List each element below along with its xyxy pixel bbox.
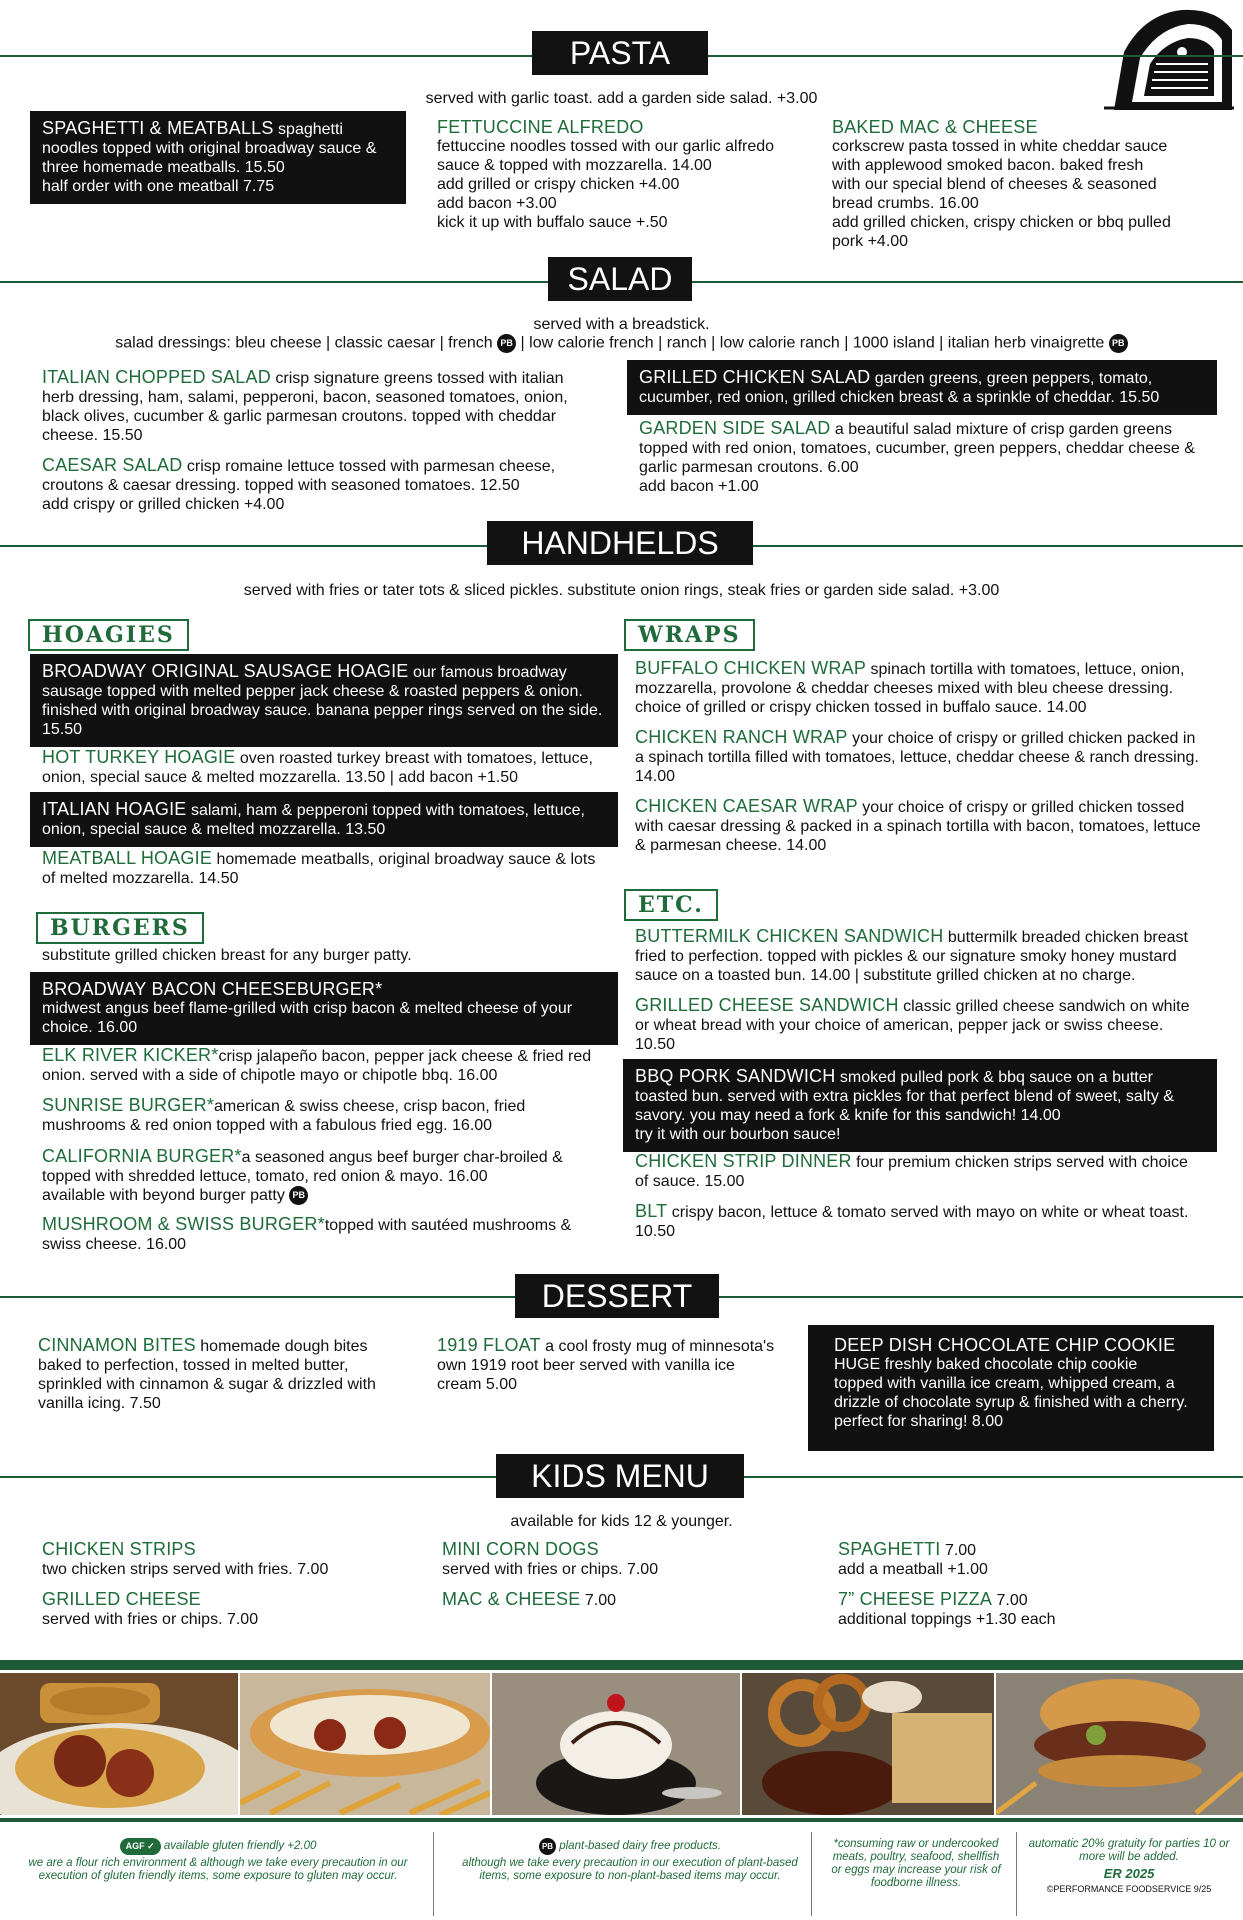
menu-item: CAESAR SALAD crisp romaine lettuce tossed with parmesan cheese, croutons & caesar dressing. topped with seasoned tomatoes. 12.50 add crispy or grilled chicken +4.00 [42,455,556,513]
plant-based-icon: PB [289,1186,308,1205]
menu-item: BAKED MAC & CHEESE corkscrew pasta tossed in white cheddar sauce with applewood smoked bacon. baked fresh with our special blend of cheeses & seasoned bread crumbs. 16.00 add grilled chicken, crispy chicken or bbq pulled pork +4.00 [832,117,1171,250]
menu-item: BROADWAY BACON CHEESEBURGER* midwest angus beef flame-grilled with crisp bacon & melted cheese of your choice. 16.00 [32,974,616,1043]
subsection-title-burgers: BURGERS [36,912,204,944]
plant-based-icon: PB [497,334,516,353]
salad-tagline: served with a breadstick. [533,316,710,333]
meatball-hoagie-photo [240,1673,490,1815]
footer-gluten-note: AGF ✓ available gluten friendly +2.00 we are a flour rich environment & although we take every precaution in our execution of gluten friendly items, some exposure to gluten may occur. [28,1840,408,1882]
menu-item: MINI CORN DOGS served with fries or chips. 7.00 [442,1539,659,1578]
menu-item: MUSHROOM & SWISS BURGER*topped with sautéed mushrooms & swiss cheese. 16.00 [42,1214,572,1253]
kids-tagline: available for kids 12 & younger. [510,1513,733,1530]
menu-item: 7” CHEESE PIZZA 7.00 additional toppings +1.30 each [838,1589,1056,1628]
green-band [0,1818,1243,1822]
menu-item: MEATBALL HOAGIE homemade meatballs, original broadway sauce & lots of melted mozzarella. 14.50 [42,848,596,887]
menu-item: FETTUCCINE ALFREDO fettuccine noodles tossed with our garlic alfredo sauce & topped with mozzarella. 14.00 add grilled or crispy chicken +4.00 add bacon +3.00 kick it up with buffalo sauce +.50 [437,117,775,231]
plant-based-icon: PB [539,1838,556,1855]
menu-item: BLT crispy bacon, lettuce & tomato served with mayo on white or wheat toast. 10.50 [635,1201,1189,1240]
pasta-tagline: served with garlic toast. add a garden side salad. +3.00 [425,90,818,107]
menu-item: DEEP DISH CHOCOLATE CHIP COOKIE HUGE freshly baked chocolate chip cookie topped with vanilla ice cream, whipped cream, a drizzle of chocolate syrup & finished with a cherry. perfect for sharing! 8.00 [810,1327,1212,1449]
section-title-salad: SALAD [550,259,690,299]
menu-item: GRILLED CHEESE served with fries or chips. 7.00 [42,1589,259,1628]
menu-item: GRILLED CHICKEN SALAD garden greens, green peppers, tomato, cucumber, red onion, grilled chicken breast & a sprinkle of cheddar. 15.50 [629,362,1215,413]
menu-item: SPAGHETTI 7.00 add a meatball +1.00 [838,1539,988,1578]
footer [0,1828,1243,1920]
menu-item: HOT TURKEY HOAGIE oven roasted turkey breast with tomatoes, lettuce, onion, special sauce & melted mozzarella. 13.50 | add bacon +1.50 [42,747,593,786]
footer-plant-based-note: PB plant-based dairy free products. although we take every precaution in our execution of plant-based items, some exposure to non-plant-based items may occur. [462,1840,798,1882]
spaghetti-and-meatballs-photo [0,1673,238,1815]
menu-item: MAC & CHEESE 7.00 [442,1589,617,1609]
salad-dressings: salad dressings: bleu cheese | classic caesar | french PB | low calorie french | ranch | low calorie ranch | 1000 island | italian herb vinaigrette PB [0,334,1243,353]
ice-cream-dessert-photo [492,1673,740,1815]
burgers-note: substitute grilled chicken breast for any burger patty. [42,947,412,964]
onion-rings-and-wings-photo [742,1673,994,1815]
handhelds-tagline: served with fries or tater tots & sliced pickles. substitute onion rings, steak fries or garden side salad. +3.00 [243,582,1000,599]
menu-item: ITALIAN CHOPPED SALAD crisp signature greens tossed with italian herb dressing, ham, salami, pepperoni, bacon, seasoned tomatoes, onion, black olives, cucumber & garlic parmesan croutons. topped with cheddar cheese. 15.50 [42,367,568,444]
divider [1016,1832,1017,1916]
menu-item: GARDEN SIDE SALAD a beautiful salad mixture of crisp garden greens topped with red onion, tomatoes, cucumber, green peppers, cheddar cheese & garlic parmesan croutons. 6.00 add bacon +1.00 [639,418,1195,495]
plant-based-icon: PB [1109,334,1128,353]
menu-item: SUNRISE BURGER*american & swiss cheese, crisp bacon, fried mushrooms & red onion topped with a fabulous fried egg. 16.00 [42,1095,526,1134]
divider [433,1832,434,1916]
menu-item: ELK RIVER KICKER*crisp jalapeño bacon, pepper jack cheese & fried red onion. served with a side of chipotle mayo or chipotle bbq. 16.00 [42,1045,592,1084]
divider [811,1832,812,1916]
menu-item: CHICKEN RANCH WRAP your choice of crispy or grilled chicken packed in a spinach tortilla filled with tomatoes, lettuce, cheddar cheese & ranch dressing. 14.00 [635,727,1199,785]
footer-gratuity: automatic 20% gratuity for parties 10 or more will be added. ER 2025 ©PERFORMANCE FOODSERVICE 9/25 [1028,1838,1230,1894]
section-title-dessert: DESSERT [517,1276,717,1316]
menu-item: SPAGHETTI & MEATBALLS spaghetti noodles topped with original broadway sauce & three homemade meatballs. 15.50 half order with one meatball 7.75 [32,113,404,202]
menu-item: CHICKEN STRIP DINNER four premium chicken strips served with choice of sauce. 15.00 [635,1151,1188,1190]
menu-item: CINNAMON BITES homemade dough bites baked to perfection, tossed in melted butter, sprinkled with cinnamon & sugar & drizzled with vanilla icing. 7.50 [38,1335,376,1412]
menu-item: CALIFORNIA BURGER*a seasoned angus beef burger char-broiled & topped with shredded lettuce, tomato, red onion & mayo. 16.00 available with beyond burger patty PB [42,1146,563,1204]
menu-item: 1919 FLOAT a cool frosty mug of minnesota's own 1919 root beer served with vanilla ice cream 5.00 [437,1335,775,1393]
green-band [0,1660,1243,1670]
subsection-title-etc: ETC. [624,889,718,921]
subsection-title-wraps: WRAPS [624,619,755,651]
gluten-friendly-icon: AGF ✓ [120,1838,161,1855]
menu-item: BBQ PORK SANDWICH smoked pulled pork & bbq sauce on a butter toasted bun. served with extra pickles for that perfect blend of sweet, salty & savory. you may need a fork & knife for this sandwich! 14.00 try it with our bourbon sauce! [625,1061,1215,1150]
menu-item: BUTTERMILK CHICKEN SANDWICH buttermilk breaded chicken breast fried to perfection. topped with pickles & our signature smoky honey mustard sauce on a toasted bun. 14.00 | substitute grilled chicken at no charge. [635,926,1188,984]
menu-item: CHICKEN STRIPS two chicken strips served with fries. 7.00 [42,1539,329,1578]
menu-item: ITALIAN HOAGIE salami, ham & pepperoni topped with tomatoes, lettuce, onion, special sauce & melted mozzarella. 13.50 [32,794,616,845]
footer-raw-food-warning: *consuming raw or undercooked meats, poultry, seafood, shellfish or eggs may increase your risk of foodborne illness. [831,1838,1001,1889]
section-title-pasta: PASTA [534,33,706,73]
menu-item: CHICKEN CAESAR WRAP your choice of crispy or grilled chicken tossed with caesar dressing & packed in a spinach tortilla with bacon, tomatoes, lettuce & parmesan cheese. 14.00 [635,796,1201,854]
subsection-title-hoagies: HOAGIES [28,619,189,651]
section-title-handhelds: HANDHELDS [489,523,751,563]
menu-item: BROADWAY ORIGINAL SAUSAGE HOAGIE our famous broadway sausage topped with melted pepper jack cheese & roasted peppers & onion. finished with original broadway sauce. banana pepper rings served on the side. 15.50 [32,656,616,745]
bbq-pork-sandwich-photo [996,1673,1243,1815]
section-title-kids-menu: KIDS MENU [498,1456,742,1496]
menu-item: BUFFALO CHICKEN WRAP spinach tortilla with tomatoes, lettuce, onion, mozzarella, provolone & cheddar cheeses mixed with bleu cheese dressing. choice of grilled or crispy chicken tossed in buffalo sauce. 14.00 [635,658,1185,716]
menu-item: GRILLED CHEESE SANDWICH classic grilled cheese sandwich on white or wheat bread with your choice of american, pepper jack or swiss cheese. 10.50 [635,995,1190,1053]
